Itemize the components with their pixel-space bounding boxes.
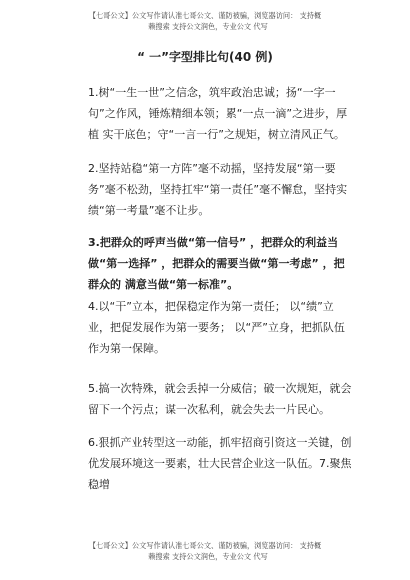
paragraph-5: 5.搞一次特殊，就会丢掉一分威信；破一次规矩，就会留下一个污点；谋一次私利，就会失去一片民心。 (88, 382, 352, 416)
paragraph-1: 1.树“一生一世”之信念，筑牢政治忠诚；扬“一字一句”之作风，锤炼精细本领；累“一点一滴”之进步，厚植 实干底色；守“一言一行”之规矩，树立清风正气。 (88, 86, 348, 141)
page-header (0, 10, 410, 32)
paragraph-2: 2.坚持站稳“第一方阵”毫不动摇，坚持发展“第一要务”毫不松劲，坚持扛牢“第一责任”毫不懈怠，坚持实绩“第一考量”毫不让步。 (88, 162, 348, 217)
paragraph-3: 3.把群众的呼声当做“第一信号” ，把群众的利益当做“第一选择” ，把群众的需要当做“第一考虑” ，把群众的 满意当做“第一标准”。 (88, 236, 345, 291)
document-title: “ 一”字型排比句(40 例) (137, 50, 273, 64)
paragraph-4: 4.以“干”立本，把保稳定作为第一责任； 以“绩”立业，把促发展作为第一要务； 以“严”立身，把抓队伍作为第一保障。 (88, 300, 345, 355)
footer-line-2: 赖搜索 支持公文润色，专业公文 代写 (148, 552, 268, 561)
header-line-1: 【七哥公文】公文写作请认准七哥公文、谨防被骗，浏览器访问： 支持概 (88, 11, 322, 20)
page-footer (0, 540, 410, 562)
footer-line-1: 【七哥公文】公文写作请认准七哥公文、谨防被骗，浏览器访问： 支持概 (88, 541, 322, 550)
header-line-2: 赖搜索 支持公文润色，专业公文 代写 (148, 22, 268, 31)
paragraph-6: 6.狠抓产业转型这一动能，抓牢招商引资这一关键，创优发展环境这一要素，壮大民营企业这一队伍。7.聚焦稳增 (88, 436, 352, 491)
